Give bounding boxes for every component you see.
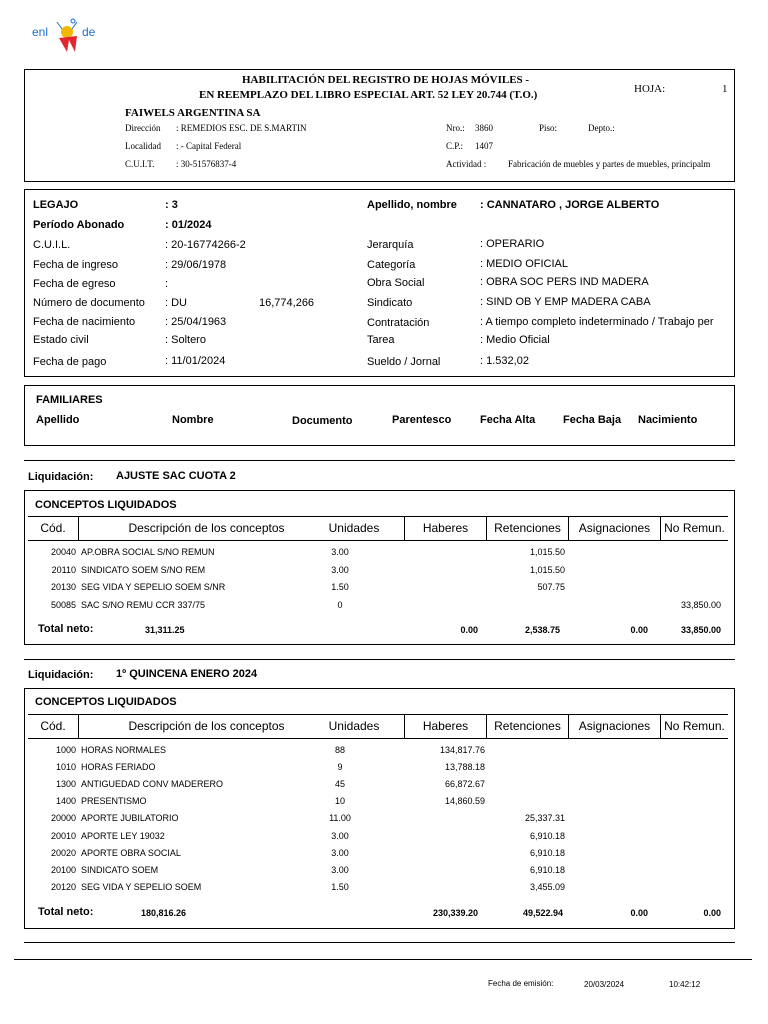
concept-code: 20100 (50, 864, 76, 875)
nro-label: Nro.: (446, 123, 465, 133)
liquidacion2-total-haberes: 230,339.20 (432, 908, 478, 918)
apellido-value: : CANNATARO , JORGE ALBERTO (480, 199, 660, 211)
concept-description: SINDICATO SOEM (81, 864, 159, 875)
separator-line (24, 942, 735, 943)
col-unidades: Unidades (328, 521, 380, 535)
periodo-label: Período Abonado (33, 219, 125, 231)
concept-no-remun: 33,850.00 (680, 600, 721, 611)
liquidacion2-total-asignaciones: 0.00 (630, 908, 648, 918)
legajo-label: LEGAJO (33, 199, 79, 211)
concept-retenciones: 25,337.31 (524, 813, 565, 824)
liquidacion1-label: Liquidación: (28, 471, 94, 483)
concept-code: 1400 (55, 796, 76, 807)
concept-units: 9 (337, 762, 343, 773)
concept-code: 50085 (50, 600, 76, 611)
familiares-box (24, 385, 735, 446)
concept-description: APORTE OBRA SOCIAL (81, 847, 181, 858)
concept-code: 1010 (55, 762, 76, 773)
col-unidades: Unidades (328, 719, 380, 733)
nro-value: 3860 (475, 123, 493, 133)
col-descripcion: Descripción de los conceptos (78, 517, 334, 541)
concept-description: AP.OBRA SOCIAL S/NO REMUN (81, 547, 215, 557)
tarea-label: Tarea (367, 334, 395, 346)
col-descripcion: Descripción de los conceptos (78, 715, 334, 739)
hoja-value: 1 (722, 83, 728, 95)
logo-text-left: enl (32, 25, 49, 39)
liquidacion1-total-label: Total neto: (38, 623, 94, 635)
concept-description: PRESENTISMO (81, 796, 147, 807)
col-retenciones: Retenciones (486, 715, 568, 739)
liquidacion1-total-retenciones: 2,538.75 (524, 625, 560, 635)
direccion-label: Dirección (125, 123, 161, 133)
actividad-label: Actividad : (446, 159, 487, 169)
concept-units: 10 (334, 796, 345, 807)
document-title-line2: EN REEMPLAZO DEL LIBRO ESPECIAL ART. 52 LEY 20.744 (T.O.) (199, 89, 538, 101)
fecha-emision-time: 10:42:12 (669, 980, 701, 989)
liquidacion1-total-no-remun: 33,850.00 (680, 625, 721, 635)
cuit-value: : 30-51576837-4 (176, 159, 237, 169)
sindicato-value: : SIND OB Y EMP MADERA CABA (480, 296, 651, 308)
fecha-pago-value: : 11/01/2024 (165, 355, 226, 367)
concept-code: 20110 (51, 564, 76, 575)
concept-code: 20130 (50, 582, 76, 593)
legajo-value: : 3 (165, 199, 178, 211)
liquidacion2-total-retenciones: 49,522.94 (522, 908, 563, 918)
concept-code: 20020 (50, 847, 76, 858)
footer-line (14, 959, 752, 960)
concept-retenciones: 1,015.50 (529, 547, 565, 557)
liquidacion2-table-header (28, 714, 728, 739)
familiares-col-parentesco: Parentesco (392, 414, 452, 426)
col-no-remun: No Remun. (660, 517, 728, 541)
separator-line (24, 659, 735, 660)
liquidacion1-section-title: CONCEPTOS LIQUIDADOS (35, 499, 177, 511)
estado-civil-label: Estado civil (33, 334, 89, 346)
concept-code: 1300 (55, 779, 76, 790)
fecha-emision-label: Fecha de emisión: (488, 979, 554, 988)
periodo-value: : 01/2024 (165, 219, 212, 231)
concept-code: 20000 (50, 813, 76, 824)
tarea-value: : Medio Oficial (480, 334, 550, 346)
concept-units: 3.00 (331, 864, 349, 875)
localidad-value: : - Capital Federal (176, 141, 242, 151)
document-title-line1: HABILITACIÓN DEL REGISTRO DE HOJAS MÓVILES - (242, 74, 530, 86)
concept-retenciones: 6,910.18 (529, 864, 565, 875)
col-asignaciones: Asignaciones (568, 517, 660, 541)
apellido-label: Apellido, nombre (367, 199, 457, 211)
familiares-col-nacimiento: Nacimiento (638, 414, 698, 426)
concept-retenciones: 1,015.50 (529, 564, 565, 575)
company-logo (32, 16, 102, 56)
obra-social-label: Obra Social (367, 277, 425, 289)
logo-text-right: de (82, 25, 96, 39)
col-haberes: Haberes (404, 715, 486, 739)
documento-type: : DU (165, 297, 187, 309)
company-name: FAIWELS ARGENTINA SA (125, 107, 261, 119)
col-cod: Cód. (40, 521, 66, 535)
concept-description: APORTE JUBILATORIO (81, 813, 179, 824)
familiares-col-fecha-alta: Fecha Alta (480, 414, 536, 426)
concept-description: SEG VIDA Y SEPELIO SOEM S/NR (81, 582, 226, 593)
sindicato-label: Sindicato (367, 297, 413, 309)
sueldo-label: Sueldo / Jornal (367, 356, 441, 368)
familiares-col-documento: Documento (292, 415, 353, 427)
egreso-label: Fecha de egreso (33, 278, 116, 290)
col-asignaciones: Asignaciones (568, 715, 660, 739)
col-no-remun: No Remun. (660, 715, 728, 739)
ingreso-label: Fecha de ingreso (33, 259, 118, 271)
concept-units: 88 (334, 745, 345, 755)
col-cod: Cód. (40, 719, 66, 733)
concept-description: HORAS NORMALES (81, 745, 167, 755)
sueldo-value: : 1.532,02 (480, 355, 529, 367)
concept-haberes: 134,817.76 (439, 745, 485, 755)
concept-code: 1000 (55, 745, 76, 755)
concept-retenciones: 507.75 (537, 582, 565, 593)
separator-line (24, 460, 735, 461)
concept-description: SAC S/NO REMU CCR 337/75 (81, 600, 206, 611)
concept-description: SEG VIDA Y SEPELIO SOEM (81, 881, 202, 892)
cuil-value: : 20-16774266-2 (165, 239, 246, 251)
concept-retenciones: 3,455.09 (529, 881, 565, 892)
jerarquia-value: : OPERARIO (480, 238, 545, 250)
familiares-title: FAMILIARES (36, 394, 103, 406)
ingreso-value: : 29/06/1978 (165, 259, 227, 271)
cp-value: 1407 (475, 141, 493, 151)
fecha-pago-label: Fecha de pago (33, 356, 107, 368)
categoria-value: : MEDIO OFICIAL (480, 258, 569, 270)
liquidacion1-total-asignaciones: 0.00 (630, 625, 648, 635)
concept-units: 0 (337, 600, 343, 611)
egreso-value: : (165, 278, 169, 290)
cp-label: C.P.: (446, 141, 464, 151)
jerarquia-label: Jerarquía (367, 239, 414, 251)
concept-units: 11.00 (329, 813, 351, 824)
contratacion-value: : A tiempo completo indeterminado / Trabajo per (480, 316, 714, 328)
depto-label: Depto.: (588, 123, 615, 133)
familiares-col-fecha-baja: Fecha Baja (563, 414, 622, 426)
concept-description: SINDICATO SOEM S/NO REM (81, 564, 206, 575)
col-retenciones: Retenciones (486, 517, 568, 541)
concept-description: ANTIGUEDAD CONV MADERERO (81, 779, 224, 790)
concept-description: APORTE LEY 19032 (81, 830, 165, 841)
estado-civil-value: : Soltero (165, 334, 206, 346)
liquidacion1-total-haberes: 0.00 (460, 625, 478, 635)
concept-units: 1.50 (331, 881, 349, 892)
liquidacion2-total-label: Total neto: (38, 906, 94, 918)
familiares-col-apellido: Apellido (36, 414, 80, 426)
documento-number: 16,774,266 (259, 297, 315, 309)
concept-description: HORAS FERIADO (81, 762, 156, 773)
nacimiento-label: Fecha de nacimiento (33, 316, 136, 328)
concept-units: 1.50 (331, 582, 349, 593)
concept-code: 20040 (50, 547, 76, 557)
liquidacion2-label: Liquidación: (28, 669, 94, 681)
col-haberes: Haberes (404, 517, 486, 541)
concept-units: 45 (334, 779, 345, 790)
documento-label: Número de documento (33, 297, 145, 309)
liquidacion2-total-no-remun: 0.00 (703, 908, 721, 918)
actividad-value: Fabricación de muebles y partes de muebles, principalm (508, 159, 711, 169)
concept-haberes: 14,860.59 (444, 796, 485, 807)
liquidacion1-name: AJUSTE SAC CUOTA 2 (116, 470, 236, 482)
concept-retenciones: 6,910.18 (529, 847, 565, 858)
concept-code: 20120 (50, 881, 76, 892)
concept-code: 20010 (50, 830, 76, 841)
liquidacion1-total-neto: 31,311.25 (145, 625, 185, 635)
liquidacion2-total-neto: 180,816.26 (141, 908, 187, 918)
liquidacion1-table-header (28, 516, 728, 541)
concept-retenciones: 6,910.18 (529, 830, 565, 841)
localidad-label: Localidad (125, 141, 161, 151)
concept-haberes: 66,872.67 (444, 779, 485, 790)
piso-label: Piso: (539, 123, 558, 133)
direccion-value: : REMEDIOS ESC. DE S.MARTIN (176, 123, 307, 133)
obra-social-value: : OBRA SOC PERS IND MADERA (480, 276, 649, 288)
liquidacion2-name: 1º QUINCENA ENERO 2024 (116, 668, 258, 680)
concept-units: 3.00 (331, 830, 349, 841)
nacimiento-value: : 25/04/1963 (165, 316, 227, 328)
concept-units: 3.00 (331, 547, 349, 557)
logo-mark-icon (53, 18, 81, 54)
categoria-label: Categoría (367, 259, 416, 271)
liquidacion2-section-title: CONCEPTOS LIQUIDADOS (35, 696, 177, 708)
concept-haberes: 13,788.18 (444, 762, 485, 773)
concept-units: 3.00 (331, 847, 349, 858)
fecha-emision-date: 20/03/2024 (584, 980, 625, 989)
cuil-label: C.U.I.L. (33, 239, 71, 251)
cuit-label: C.U.I.T. (125, 159, 155, 169)
concept-units: 3.00 (331, 564, 349, 575)
familiares-col-nombre: Nombre (172, 414, 214, 426)
hoja-label: HOJA: (634, 83, 666, 95)
contratacion-label: Contratación (367, 317, 430, 329)
